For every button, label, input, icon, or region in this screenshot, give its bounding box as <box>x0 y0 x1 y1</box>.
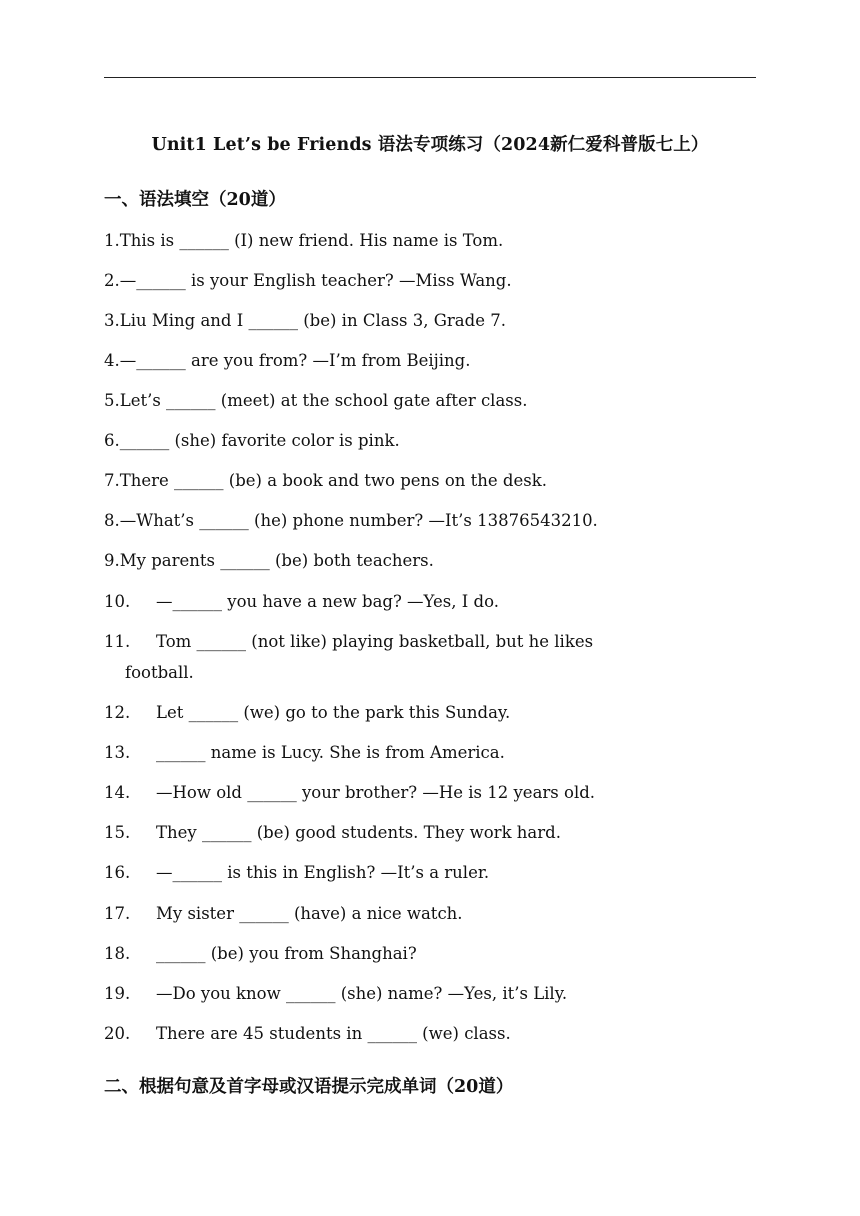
question-5 <box>104 385 734 416</box>
question-7 <box>104 465 734 496</box>
question-19 <box>104 978 734 1009</box>
question-text-continued: football. <box>125 663 194 682</box>
question-number: 17. <box>104 904 131 923</box>
question-number: 2. <box>104 271 120 290</box>
question-12 <box>104 697 734 728</box>
question-text: My sister ______ (have) a nice watch. <box>156 904 463 923</box>
document-title: Unit1 Let’s be Friends 语法专项练习（2024新仁爱科普版七上） <box>151 135 709 155</box>
question-number: 7. <box>104 471 120 490</box>
question-2 <box>104 265 734 296</box>
question-text: Tom ______ (not like) playing basketball, but he likes <box>156 632 594 651</box>
question-number: 12. <box>104 703 131 722</box>
question-text: This is ______ (I) new friend. His name is Tom. <box>119 231 504 250</box>
question-text: —______ is this in English? —It’s a ruler. <box>156 863 490 882</box>
question-number: 13. <box>104 743 131 762</box>
section-1-heading: 一、语法填空（20道） <box>104 190 286 210</box>
question-text: Let ______ (we) go to the park this Sunday. <box>156 703 511 722</box>
question-text: —What’s ______ (he) phone number? —It’s 13876543210. <box>119 511 598 530</box>
question-9 <box>104 545 734 576</box>
question-number: 1. <box>104 231 120 250</box>
question-16 <box>104 857 734 888</box>
question-number: 15. <box>104 823 131 842</box>
question-text: Liu Ming and I ______ (be) in Class 3, Grade 7. <box>119 311 506 330</box>
question-number: 18. <box>104 944 131 963</box>
question-text: —Do you know ______ (she) name? —Yes, it’s Lily. <box>156 984 568 1003</box>
question-number: 20. <box>104 1024 131 1043</box>
question-20 <box>104 1018 734 1049</box>
question-text: —______ is your English teacher? —Miss Wang. <box>119 271 512 290</box>
question-8 <box>104 505 734 536</box>
question-number: 14. <box>104 783 131 802</box>
question-number: 8. <box>104 511 120 530</box>
question-17 <box>104 898 734 929</box>
question-text: There ______ (be) a book and two pens on the desk. <box>119 471 547 490</box>
question-text: —______ are you from? —I’m from Beijing. <box>119 351 471 370</box>
question-text: There are 45 students in ______ (we) class. <box>156 1024 511 1043</box>
question-6 <box>104 425 734 456</box>
question-4 <box>104 345 734 376</box>
question-text: ______ (be) you from Shanghai? <box>156 944 417 963</box>
question-text: ______ (she) favorite color is pink. <box>119 431 400 450</box>
question-number: 19. <box>104 984 131 1003</box>
question-14 <box>104 777 734 808</box>
question-number: 6. <box>104 431 120 450</box>
question-11 <box>104 626 734 688</box>
question-10 <box>104 586 734 617</box>
question-text: ______ name is Lucy. She is from America. <box>156 743 505 762</box>
question-number: 5. <box>104 391 120 410</box>
question-number: 10. <box>104 592 131 611</box>
question-15 <box>104 817 734 848</box>
question-text: My parents ______ (be) both teachers. <box>119 551 434 570</box>
question-18 <box>104 938 734 969</box>
header-rule <box>104 77 756 78</box>
question-number: 9. <box>104 551 120 570</box>
question-1 <box>104 225 734 256</box>
question-13 <box>104 737 734 768</box>
question-text: Let’s ______ (meet) at the school gate after class. <box>119 391 528 410</box>
question-number: 16. <box>104 863 131 882</box>
section-2-heading: 二、根据句意及首字母或汉语提示完成单词（20道） <box>104 1077 514 1097</box>
question-text: They ______ (be) good students. They work hard. <box>156 823 561 842</box>
question-text: —How old ______ your brother? —He is 12 years old. <box>156 783 596 802</box>
question-text: —______ you have a new bag? —Yes, I do. <box>156 592 499 611</box>
question-number: 3. <box>104 311 120 330</box>
question-3 <box>104 305 734 336</box>
question-number: 11. <box>104 632 131 651</box>
question-number: 4. <box>104 351 120 370</box>
